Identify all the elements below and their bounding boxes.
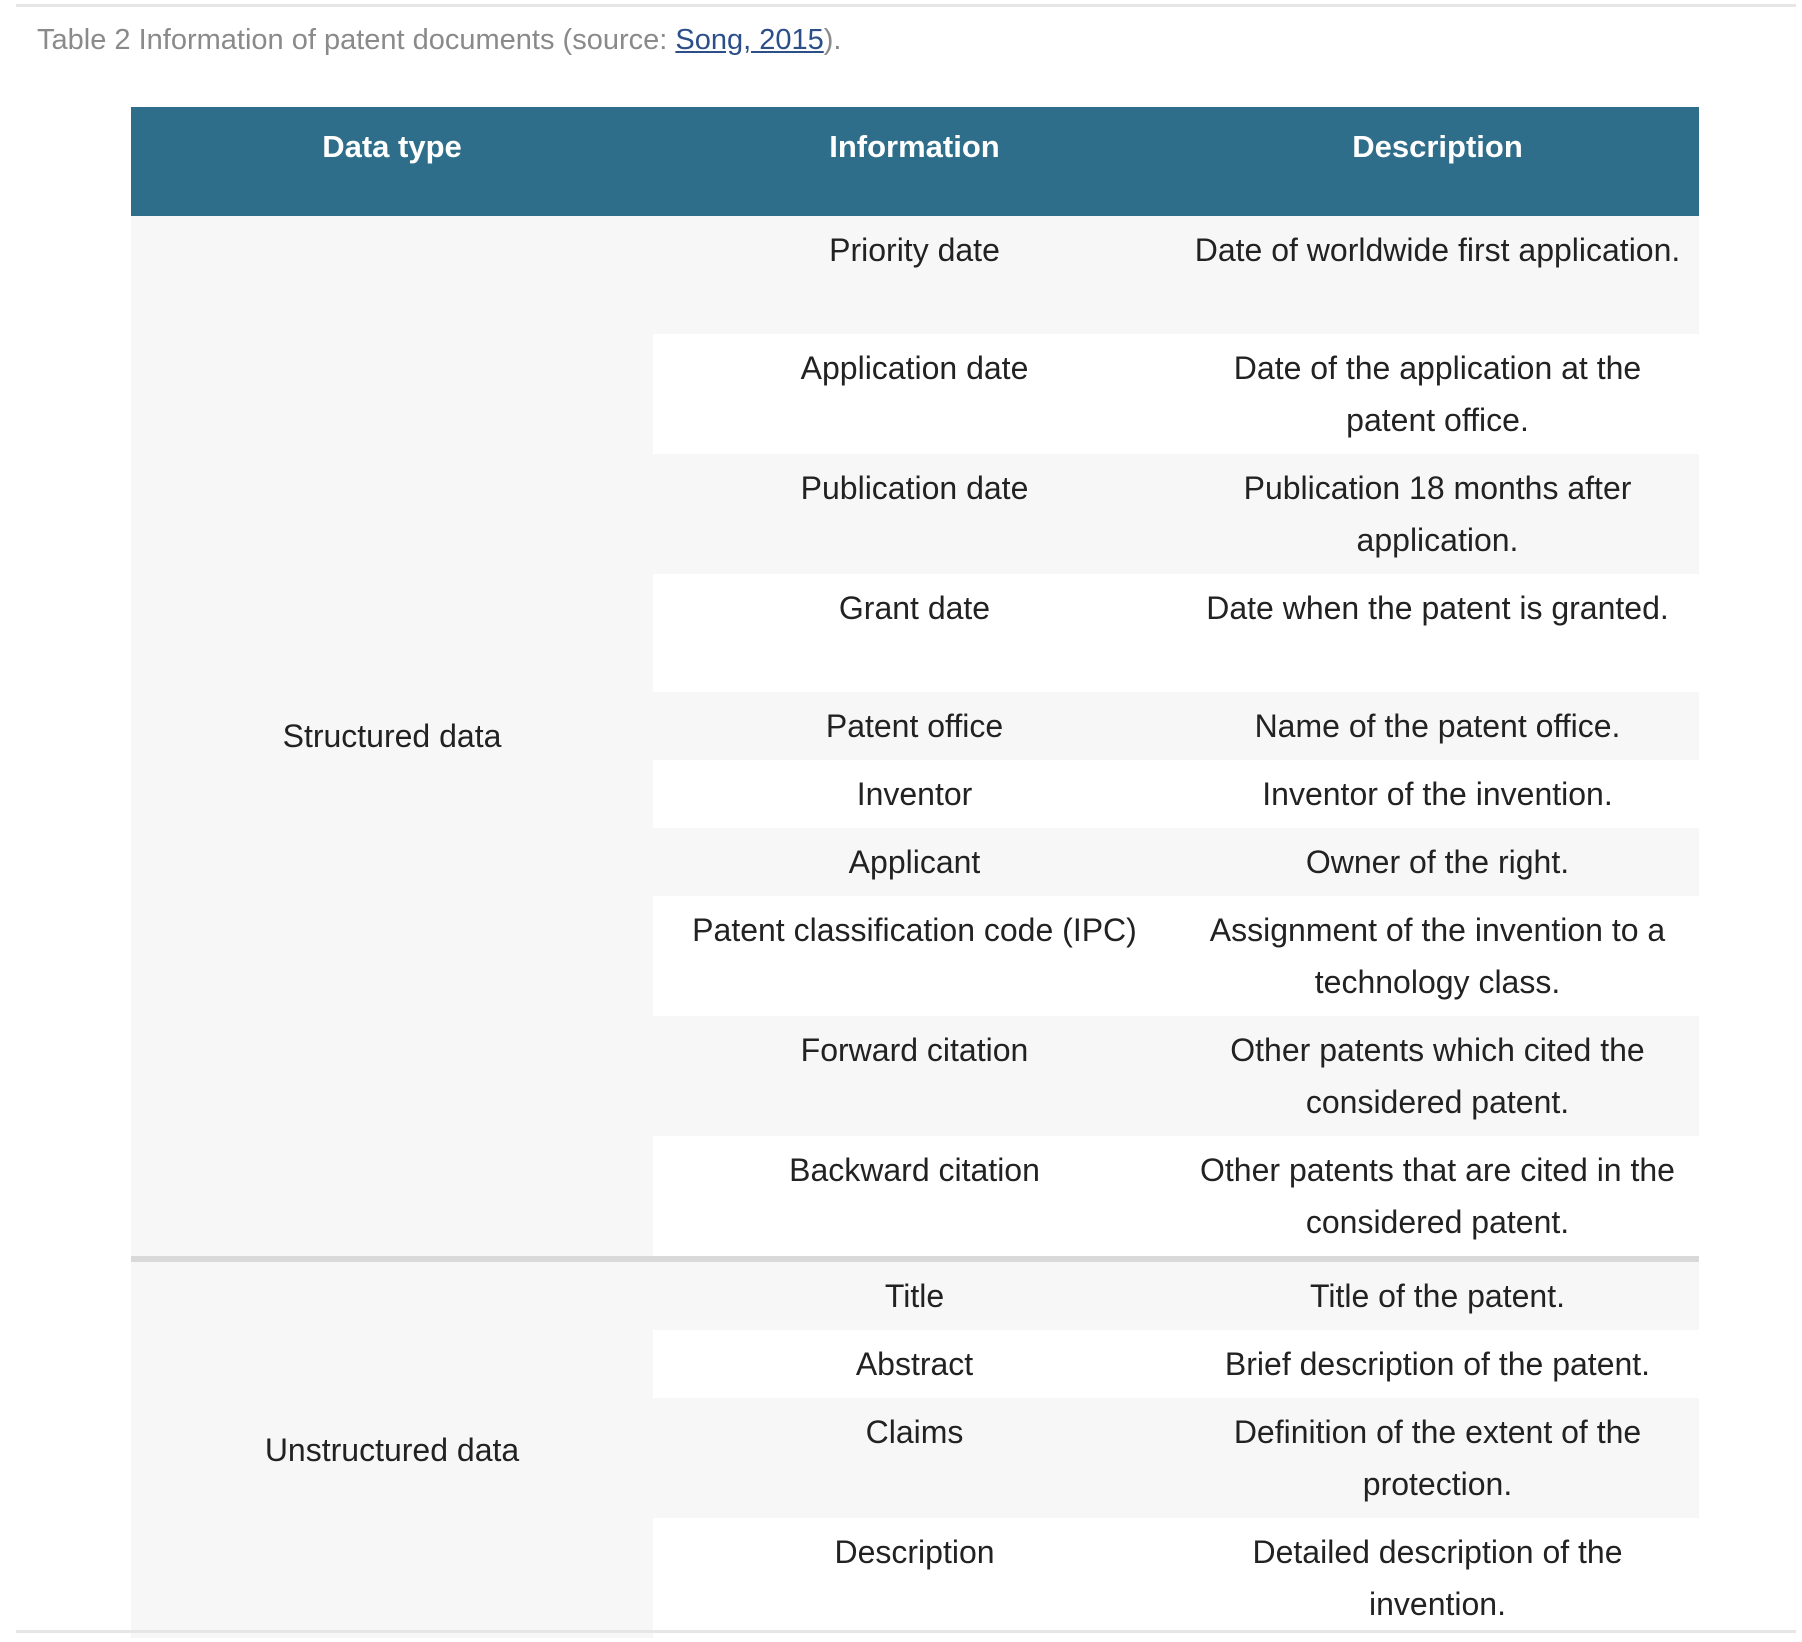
table-row	[131, 216, 1699, 334]
description-cell: Date of the application at the patent office.	[1176, 334, 1699, 454]
information-cell: Description	[653, 1518, 1176, 1638]
source-link[interactable]: Song, 2015	[675, 24, 824, 56]
information-cell: Abstract	[653, 1330, 1176, 1398]
information-cell: Grant date	[653, 574, 1176, 692]
information-cell: Title	[653, 1259, 1176, 1330]
caption-prefix: Table 2 Information of patent documents (source:	[37, 24, 676, 56]
header-row	[131, 107, 1699, 216]
header-data-type: Data type	[131, 107, 653, 216]
description-cell: Publication 18 months after application.	[1176, 454, 1699, 574]
table-caption	[37, 20, 841, 60]
table-row	[131, 1259, 1699, 1330]
information-cell: Inventor	[653, 760, 1176, 828]
bottom-divider	[16, 1630, 1796, 1633]
description-cell: Date when the patent is granted.	[1176, 574, 1699, 692]
description-cell: Other patents which cited the considered patent.	[1176, 1016, 1699, 1136]
information-cell: Publication date	[653, 454, 1176, 574]
information-cell: Forward citation	[653, 1016, 1176, 1136]
group-label-structured: Structured data	[131, 216, 653, 1259]
caption-suffix: ).	[823, 24, 842, 56]
header-information: Information	[653, 107, 1176, 216]
unstructured-data-group	[131, 1259, 1699, 1638]
patent-information-table	[131, 107, 1699, 1638]
structured-data-group	[131, 216, 1699, 1259]
description-cell: Assignment of the invention to a technology class.	[1176, 896, 1699, 1016]
group-label-unstructured: Unstructured data	[131, 1259, 653, 1638]
information-cell: Priority date	[653, 216, 1176, 334]
table-header	[131, 107, 1699, 216]
description-cell: Date of worldwide first application.	[1176, 216, 1699, 334]
information-cell: Patent classification code (IPC)	[653, 896, 1176, 1016]
description-cell: Definition of the extent of the protection.	[1176, 1398, 1699, 1518]
description-cell: Brief description of the patent.	[1176, 1330, 1699, 1398]
description-cell: Other patents that are cited in the considered patent.	[1176, 1136, 1699, 1259]
information-cell: Backward citation	[653, 1136, 1176, 1259]
information-cell: Patent office	[653, 692, 1176, 760]
information-cell: Claims	[653, 1398, 1176, 1518]
description-cell: Title of the patent.	[1176, 1259, 1699, 1330]
top-divider	[16, 4, 1796, 7]
description-cell: Name of the patent office.	[1176, 692, 1699, 760]
header-description: Description	[1176, 107, 1699, 216]
information-cell: Application date	[653, 334, 1176, 454]
description-cell: Owner of the right.	[1176, 828, 1699, 896]
information-cell: Applicant	[653, 828, 1176, 896]
description-cell: Detailed description of the invention.	[1176, 1518, 1699, 1638]
description-cell: Inventor of the invention.	[1176, 760, 1699, 828]
